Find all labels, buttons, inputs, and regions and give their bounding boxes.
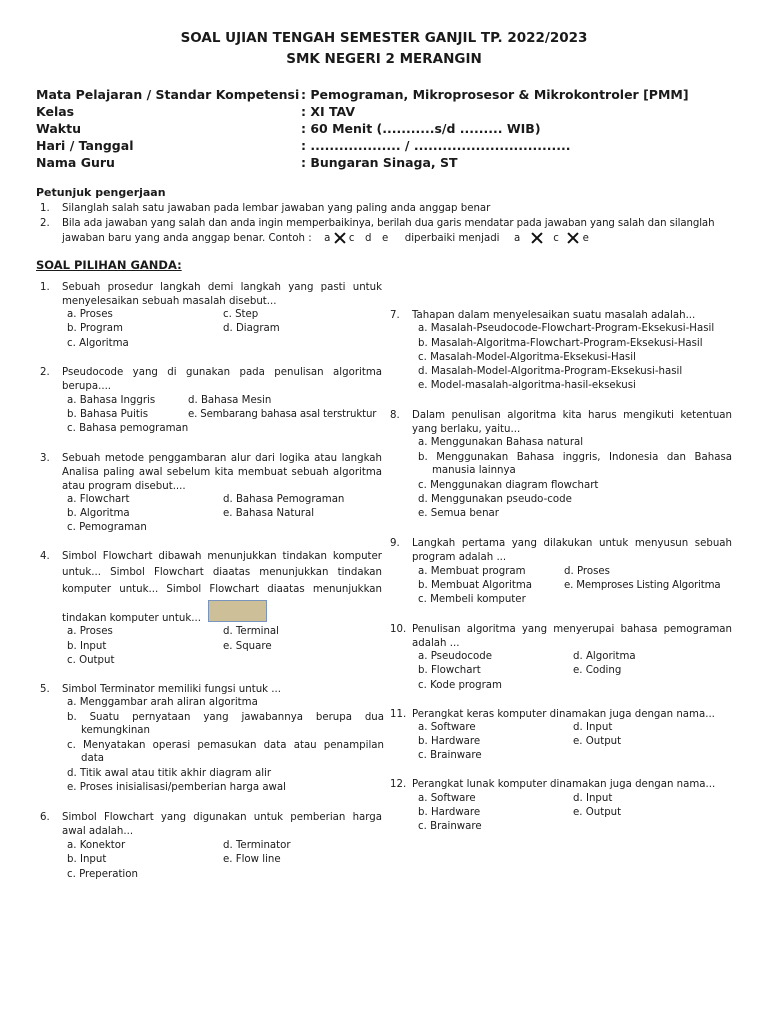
question-text-line: program adalah ...	[412, 552, 507, 563]
answer-option[interactable]: b. Program	[67, 323, 123, 334]
question-number: 6.	[40, 812, 50, 823]
answer-option[interactable]: b. Bahasa Puitis	[67, 409, 149, 420]
answer-option[interactable]: a. Pseudocode	[418, 651, 492, 662]
instruction-number: 2.	[40, 218, 50, 229]
answer-option[interactable]: c. Algoritma	[67, 338, 129, 349]
answer-option[interactable]: e. Output	[573, 736, 622, 747]
question-text-line: tindakan komputer untuk...	[62, 613, 201, 624]
answer-option-line: data	[81, 753, 104, 764]
question-text-line: Perangkat keras komputer dinamakan juga dengan nama...	[412, 709, 715, 720]
process-flowchart-symbol	[208, 600, 267, 622]
answer-option[interactable]: b. Membuat Algoritma	[418, 580, 533, 591]
answer-option[interactable]: b. Masalah-Algoritma-Flowchart-Program-Eksekusi-Hasil	[418, 338, 703, 349]
cross-mark-icon	[567, 232, 579, 244]
answer-option[interactable]: b. Input	[67, 641, 107, 652]
answer-option-line: c. Menyatakan operasi pemasukan data atau penampilan	[67, 740, 384, 751]
question-text-line: Penulisan algoritma yang menyerupai bahasa pemograman	[412, 624, 732, 635]
question-number: 11.	[390, 709, 407, 720]
instruction-number: 1.	[40, 203, 50, 214]
answer-option[interactable]: a. Proses	[67, 626, 113, 637]
question-text-line: atau program disebut....	[62, 481, 186, 492]
answer-option[interactable]: c. Pemograman	[67, 522, 147, 533]
question-text-line: untuk... Simbol Flowchart diaatas menunjukkan tindakan	[62, 567, 382, 578]
question-text-line: Simbol Terminator memiliki fungsi untuk ...	[62, 684, 281, 695]
answer-option[interactable]: a. Bahasa Inggris	[67, 395, 156, 406]
answer-option[interactable]: b. Hardware	[418, 736, 481, 747]
meta-label: Hari / Tanggal	[36, 138, 134, 153]
answer-option-line: manusia lainnya	[432, 465, 516, 476]
answer-option[interactable]: c. Brainware	[418, 750, 482, 761]
example-mid-text: diperbaiki menjadi	[404, 233, 500, 244]
answer-option[interactable]: d. Masalah-Model-Algoritma-Program-Eksekusi-hasil	[418, 366, 683, 377]
question-text-line: berupa....	[62, 381, 112, 392]
question-text-line: Dalam penulisan algoritma kita harus mengikuti ketentuan	[412, 410, 732, 421]
cross-mark-icon	[531, 232, 543, 244]
question-number: 9.	[390, 538, 400, 549]
answer-option[interactable]: a. Menggunakan Bahasa natural	[418, 437, 584, 448]
cross-mark-icon	[334, 232, 346, 244]
question-number: 10.	[390, 624, 407, 635]
answer-option[interactable]: e. Bahasa Natural	[223, 508, 315, 519]
answer-option[interactable]: a. Flowchart	[67, 494, 130, 505]
question-number: 1.	[40, 282, 50, 293]
question-text-line: Simbol Flowchart dibawah menunjukkan tindakan komputer	[62, 551, 382, 562]
meta-label: Nama Guru	[36, 155, 115, 170]
question-number: 8.	[390, 410, 400, 421]
answer-option[interactable]: b. Input	[67, 854, 107, 865]
example-option: a	[324, 233, 331, 244]
question-number: 12.	[390, 779, 407, 790]
example-option: a	[514, 233, 521, 244]
answer-option[interactable]: d. Algoritma	[573, 651, 636, 662]
question-text-line: menyelesaikan sebuah masalah disebut...	[62, 296, 277, 307]
question-number: 7.	[390, 310, 400, 321]
meta-value: : Pemograman, Mikroprosesor & Mikrokontroler [PMM]	[301, 87, 689, 102]
instruction-2-text: jawaban baru yang anda anggap benar. Contoh :	[62, 233, 312, 244]
meta-value: : 60 Menit (...........s/d ......... WIB)	[301, 121, 541, 136]
answer-option[interactable]: e. Flow line	[223, 854, 281, 865]
example-option: c	[553, 233, 559, 244]
answer-option-line: kemungkinan	[81, 725, 150, 736]
question-text-line: adalah ...	[412, 638, 460, 649]
answer-option[interactable]: e. Model-masalah-algoritma-hasil-eksekusi	[418, 380, 636, 391]
meta-label: Mata Pelajaran / Standar Kompetensi	[36, 87, 300, 102]
example-option: c	[348, 233, 355, 244]
answer-option[interactable]: b. Algoritma	[67, 508, 130, 519]
answer-option[interactable]: c. Kode program	[418, 680, 502, 691]
answer-option[interactable]: a. Konektor	[67, 840, 126, 851]
answer-option[interactable]: e. Semua benar	[418, 508, 499, 519]
answer-option[interactable]: d. Input	[573, 722, 613, 733]
question-text-line: Perangkat lunak komputer dinamakan juga dengan nama...	[412, 779, 716, 790]
answer-option[interactable]: c. Membeli komputer	[418, 594, 526, 605]
answer-option[interactable]: b. Flowchart	[418, 665, 481, 676]
meta-value: : XI TAV	[301, 104, 356, 119]
example-option: e	[381, 233, 389, 244]
section-title: SOAL PILIHAN GANDA:	[36, 258, 182, 272]
answer-option[interactable]: c. Bahasa pemograman	[67, 423, 189, 434]
answer-option[interactable]: d. Bahasa Mesin	[188, 395, 272, 406]
answer-option[interactable]: d. Bahasa Pemograman	[223, 494, 345, 505]
meta-label: Waktu	[36, 121, 81, 136]
question-text-line: Sebuah metode penggambaran alur dari logika atau langkah	[62, 453, 382, 464]
school-name: SMK NEGERI 2 MERANGIN	[286, 51, 482, 67]
meta-value: : ................... / .................................	[301, 138, 571, 153]
question-text-line: yang berlaku, yaitu...	[412, 424, 521, 435]
question-text-line: Tahapan dalam menyelesaikan suatu masalah adalah...	[412, 310, 696, 321]
answer-option[interactable]: c. Step	[223, 309, 259, 320]
answer-option[interactable]: e. Memproses Listing Algoritma	[564, 580, 721, 591]
instruction-2-line2	[62, 232, 589, 244]
meta-label: Kelas	[36, 104, 75, 119]
answer-option[interactable]: e. Output	[573, 807, 622, 818]
question-number: 3.	[40, 453, 50, 464]
exam-title: SOAL UJIAN TENGAH SEMESTER GANJIL TP. 2022/2023	[180, 30, 588, 46]
answer-option[interactable]: c. Output	[67, 655, 115, 666]
question-number: 4.	[40, 551, 50, 562]
answer-option[interactable]: e. Proses inisialisasi/pemberian harga awal	[67, 782, 286, 793]
answer-option[interactable]: a. Proses	[67, 309, 113, 320]
meta-value: : Bungaran Sinaga, ST	[301, 155, 458, 170]
answer-option[interactable]: d. Terminal	[223, 626, 279, 637]
question-text-line: Langkah pertama yang dilakukan untuk menyusun sebuah	[412, 538, 732, 549]
instruction-2-line1: Bila ada jawaban yang salah dan anda ingin memperbaikinya, berilah dua garis mendatar pada jawaban yang salah dan silanglah	[62, 218, 715, 229]
answer-option[interactable]: d. Proses	[564, 566, 610, 577]
answer-option[interactable]: e. Square	[223, 641, 272, 652]
answer-option[interactable]: a. Menggambar arah aliran algoritma	[67, 697, 258, 708]
instruction-1: Silanglah salah satu jawaban pada lembar jawaban yang paling anda anggap benar	[62, 203, 491, 214]
answer-option[interactable]: a. Software	[418, 793, 476, 804]
instructions-title: Petunjuk pengerjaan	[36, 186, 166, 199]
example-option: e	[582, 233, 589, 244]
answer-option[interactable]: d. Diagram	[223, 323, 280, 334]
answer-option[interactable]: d. Input	[573, 793, 613, 804]
question-number: 2.	[40, 367, 50, 378]
answer-option[interactable]: e. Coding	[573, 665, 622, 676]
answer-option[interactable]: a. Software	[418, 722, 476, 733]
answer-option-line: b. Menggunakan Bahasa inggris, Indonesia dan Bahasa	[418, 452, 732, 463]
answer-option[interactable]: a. Membuat program	[418, 566, 526, 577]
answer-option[interactable]: c. Preperation	[67, 869, 138, 880]
question-text-line: Analisa paling awal sebelum kita membuat sebuah algoritma	[62, 467, 382, 478]
question-text-line: Pseudocode yang di gunakan pada penulisan algoritma	[62, 367, 382, 378]
answer-option[interactable]: d. Terminator	[223, 840, 291, 851]
question-text-line: komputer untuk... Simbol Flowchart diaatas menunjukkan	[62, 584, 382, 595]
question-text-line: Sebuah prosedur langkah demi langkah yang pasti untuk	[62, 282, 382, 293]
answer-option[interactable]: e. Sembarang bahasa asal terstruktur	[188, 409, 377, 420]
question-text-line: awal adalah...	[62, 826, 134, 837]
answer-option[interactable]: a. Masalah-Pseudocode-Flowchart-Program-Eksekusi-Hasil	[418, 323, 715, 334]
answer-option[interactable]: d. Titik awal atau titik akhir diagram alir	[67, 768, 272, 779]
example-option: d	[365, 233, 372, 244]
question-number: 5.	[40, 684, 50, 695]
answer-option[interactable]: d. Menggunakan pseudo-code	[418, 494, 572, 505]
answer-option[interactable]: c. Brainware	[418, 821, 482, 832]
answer-option[interactable]: c. Masalah-Model-Algoritma-Eksekusi-Hasil	[418, 352, 636, 363]
answer-option[interactable]: b. Hardware	[418, 807, 481, 818]
question-text-line: Simbol Flowchart yang digunakan untuk pemberian harga	[62, 812, 382, 823]
answer-option[interactable]: c. Menggunakan diagram flowchart	[418, 480, 599, 491]
answer-option-line: b. Suatu pernyataan yang jawabannya berupa dua	[67, 712, 384, 723]
